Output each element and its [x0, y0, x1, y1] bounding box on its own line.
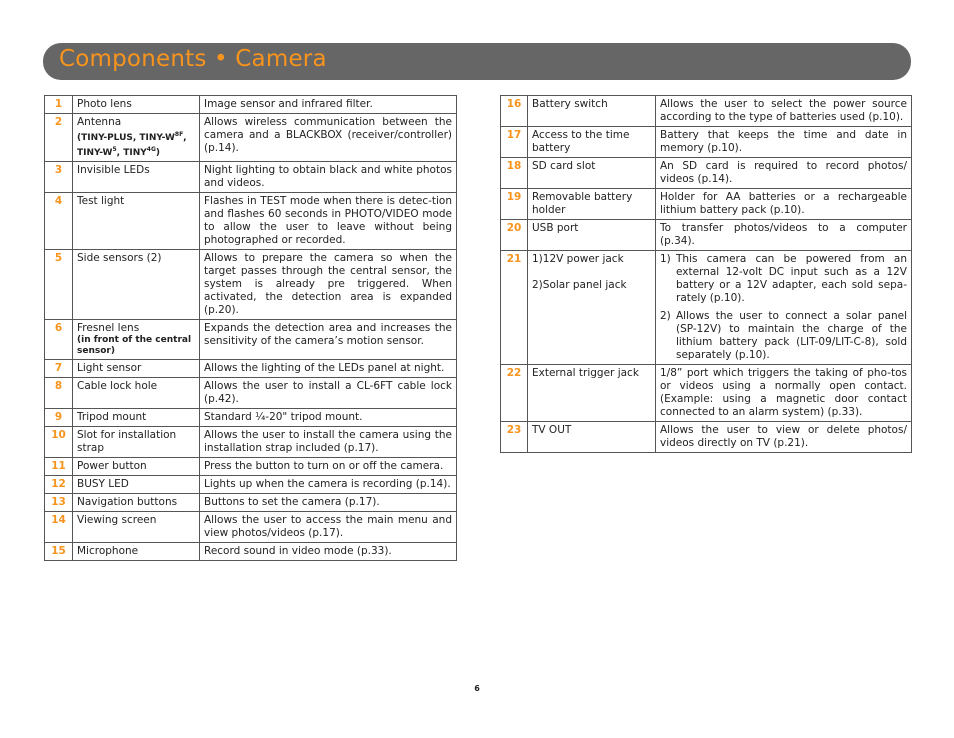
item-description	[656, 251, 912, 365]
item-number: 5	[45, 250, 73, 320]
list-item-number: 2)	[660, 310, 671, 322]
item-description: Allows the user to install the camera using the installation strap included (p.17).	[200, 427, 457, 458]
item-description: Night lighting to obtain black and white photos and videos.	[200, 162, 457, 193]
title-banner	[43, 43, 911, 80]
list-item-text: This camera can be powered from an external 12-volt DC input such as a 12V battery or a 12V adapter, each sold sepa-rately (p.10).	[676, 253, 907, 304]
item-name-cell	[528, 251, 656, 365]
item-number: 14	[45, 512, 73, 543]
item-name: Access to the time battery	[528, 127, 656, 158]
list-item-number: 1)	[660, 253, 671, 265]
item-name-cell	[73, 320, 200, 360]
item-number: 20	[501, 220, 528, 251]
item-description: Allows the user to install a CL-6FT cable lock (p.42).	[200, 378, 457, 409]
table-row	[45, 427, 457, 458]
item-number: 16	[501, 96, 528, 127]
item-number: 10	[45, 427, 73, 458]
item-name: Slot for installation strap	[73, 427, 200, 458]
table-row	[45, 96, 457, 114]
item-name: 1)12V power jack	[532, 253, 624, 265]
table-row	[45, 494, 457, 512]
table-row	[501, 422, 912, 453]
table-row	[501, 96, 912, 127]
table-row	[501, 189, 912, 220]
item-number: 9	[45, 409, 73, 427]
table-row	[45, 114, 457, 162]
table-row	[501, 158, 912, 189]
item-location-note: (in front of the central sensor)	[77, 335, 192, 356]
item-name-secondary: 2)Solar panel jack	[532, 279, 627, 291]
item-number: 8	[45, 378, 73, 409]
components-table-left	[44, 95, 457, 561]
table-row	[501, 251, 912, 365]
table-row	[45, 378, 457, 409]
item-name: Photo lens	[73, 96, 200, 114]
item-description: Expands the detection area and increases the sensitivity of the camera’s motion sensor.	[200, 320, 457, 360]
page-title: Components • Camera	[59, 46, 327, 72]
item-name: Antenna	[77, 116, 122, 128]
table-row	[45, 360, 457, 378]
item-number: 19	[501, 189, 528, 220]
item-description: Allows the user to select the power source according to the type of batteries used (p.10).	[656, 96, 912, 127]
item-description: Allows to prepare the camera so when the target passes through the central sensor, the system is already pre triggered. When activated, the detection area is expanded (p.20).	[200, 250, 457, 320]
item-description: Holder for AA batteries or a rechargeable lithium battery pack (p.10).	[656, 189, 912, 220]
item-number: 11	[45, 458, 73, 476]
item-number: 2	[45, 114, 73, 162]
item-name: TV OUT	[528, 422, 656, 453]
item-number: 22	[501, 365, 528, 422]
table-row	[501, 127, 912, 158]
table-row	[501, 365, 912, 422]
item-description: Image sensor and infrared filter.	[200, 96, 457, 114]
item-name: Cable lock hole	[73, 378, 200, 409]
numbered-list	[660, 253, 907, 362]
item-name: SD card slot	[528, 158, 656, 189]
item-number: 3	[45, 162, 73, 193]
item-number: 23	[501, 422, 528, 453]
item-name: Viewing screen	[73, 512, 200, 543]
item-name: Battery switch	[528, 96, 656, 127]
item-name: External trigger jack	[528, 365, 656, 422]
page-number: 6	[474, 684, 480, 693]
item-number: 7	[45, 360, 73, 378]
item-description: Allows the user to view or delete photos/ videos directly on TV (p.21).	[656, 422, 912, 453]
table-row	[45, 162, 457, 193]
item-description: Battery that keeps the time and date in memory (p.10).	[656, 127, 912, 158]
item-name: Removable battery holder	[528, 189, 656, 220]
item-description: Allows the lighting of the LEDs panel at night.	[200, 360, 457, 378]
item-description: Buttons to set the camera (p.17).	[200, 494, 457, 512]
item-name: Test light	[73, 193, 200, 250]
table-row	[45, 320, 457, 360]
item-description: An SD card is required to record photos/ videos (p.14).	[656, 158, 912, 189]
list-item	[660, 253, 907, 305]
item-number: 13	[45, 494, 73, 512]
item-description: Standard ¼-20" tripod mount.	[200, 409, 457, 427]
item-description: Allows wireless communication between the camera and a BLACKBOX (receiver/controller) (p.14).	[200, 114, 457, 162]
item-name: USB port	[528, 220, 656, 251]
item-number: 15	[45, 543, 73, 561]
item-description: Flashes in TEST mode when there is detec-tion and flashes 60 seconds in PHOTO/VIDEO mode to allow the user to leave without being photographed or recorded.	[200, 193, 457, 250]
item-number: 17	[501, 127, 528, 158]
item-models-note: (TINY-PLUS, TINY-$W^{8F}$, TINY-$W^5$, $TINY^{4G}$)	[77, 131, 187, 158]
item-description: Lights up when the camera is recording (p.14).	[200, 476, 457, 494]
item-number: 18	[501, 158, 528, 189]
item-number: 6	[45, 320, 73, 360]
item-description: Press the button to turn on or off the camera.	[200, 458, 457, 476]
item-name: Light sensor	[73, 360, 200, 378]
item-description: Allows the user to access the main menu and view photos/videos (p.17).	[200, 512, 457, 543]
item-name: Tripod mount	[73, 409, 200, 427]
list-item-text: Allows the user to connect a solar panel (SP-12V) to maintain the charge of the lithium battery pack (LIT-09/LIT-C-8), sold separately (p.10).	[676, 310, 907, 361]
item-number: 1	[45, 96, 73, 114]
item-number: 21	[501, 251, 528, 365]
item-name: Navigation buttons	[73, 494, 200, 512]
item-name-cell	[73, 114, 200, 162]
table-row	[45, 250, 457, 320]
table-row	[45, 543, 457, 561]
item-name: Invisible LEDs	[73, 162, 200, 193]
item-number: 4	[45, 193, 73, 250]
item-description: 1/8” port which triggers the taking of pho-tos or videos using a normally open contact. (Example: using a magnetic door contact connected to an alarm system) (p.33).	[656, 365, 912, 422]
table-row	[45, 193, 457, 250]
table-row	[45, 476, 457, 494]
item-name: Side sensors (2)	[73, 250, 200, 320]
item-name: Power button	[73, 458, 200, 476]
item-description: Record sound in video mode (p.33).	[200, 543, 457, 561]
item-description: To transfer photos/videos to a computer (p.34).	[656, 220, 912, 251]
item-name: Microphone	[73, 543, 200, 561]
components-table-right	[500, 95, 912, 453]
table-row	[45, 458, 457, 476]
list-item	[660, 310, 907, 362]
item-name: BUSY LED	[73, 476, 200, 494]
item-number: 12	[45, 476, 73, 494]
table-row	[501, 220, 912, 251]
table-row	[45, 409, 457, 427]
item-name: Fresnel lens	[77, 322, 140, 334]
table-row	[45, 512, 457, 543]
